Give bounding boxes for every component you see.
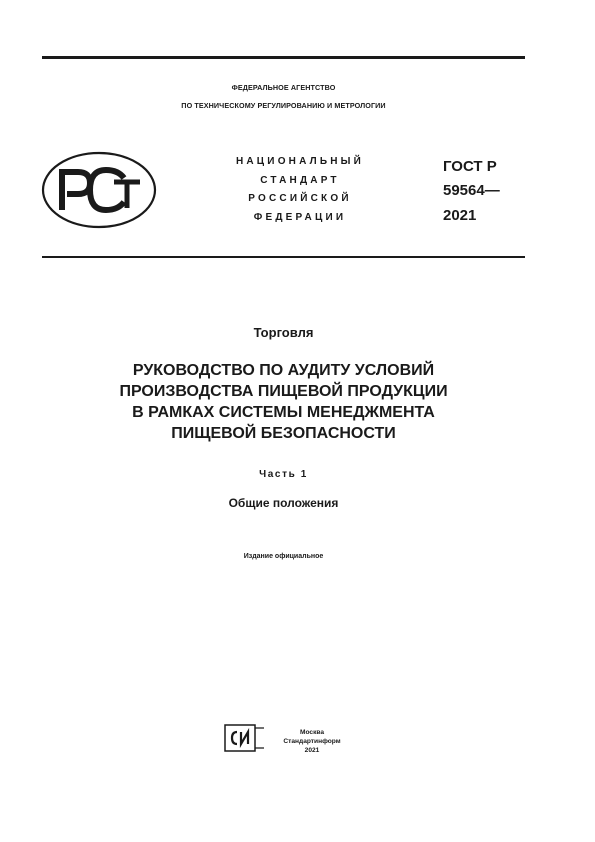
publisher-block [262, 728, 362, 755]
middle-rule [42, 256, 525, 258]
standard-type-line-1: НАЦИОНАЛЬНЫЙ [235, 156, 365, 167]
gost-year: 2021 [443, 207, 477, 224]
edition-note: Издание официальное [243, 553, 324, 560]
rst-emblem-icon [40, 150, 158, 230]
agency-line-1: ФЕДЕРАЛЬНОЕ АГЕНТСТВО [231, 83, 336, 92]
part-label: Часть 1 [259, 469, 308, 480]
agency-line-2: ПО ТЕХНИЧЕСКОМУ РЕГУЛИРОВАНИЮ И МЕТРОЛОГИИ [181, 101, 386, 110]
standard-type-line-4: ФЕДЕРАЦИИ [253, 212, 347, 223]
top-rule [42, 56, 525, 59]
title-line: РУКОВОДСТВО ПО АУДИТУ УСЛОВИЙ [132, 362, 435, 379]
publisher-name: Стандартинформ [283, 738, 341, 745]
standard-type-line-2: СТАНДАРТ [260, 175, 340, 186]
gost-prefix: ГОСТ Р [443, 158, 497, 175]
publisher-city: Москва [299, 729, 325, 736]
standard-type-line-3: РОССИЙСКОЙ [248, 193, 352, 204]
gost-number: 59564— [443, 182, 500, 199]
part-subtitle: Общие положения [228, 496, 339, 510]
title-line: ПРОИЗВОДСТВА ПИЩЕВОЙ ПРОДУКЦИИ [119, 383, 448, 400]
standartinform-logo-icon [224, 724, 266, 752]
category-heading: Торговля [253, 325, 314, 340]
title-line: В РАМКАХ СИСТЕМЫ МЕНЕДЖМЕНТА [132, 404, 435, 421]
title-line: ПИЩЕВОЙ БЕЗОПАСНОСТИ [171, 425, 396, 442]
document-title [42, 360, 525, 444]
publisher-year: 2021 [304, 747, 320, 754]
